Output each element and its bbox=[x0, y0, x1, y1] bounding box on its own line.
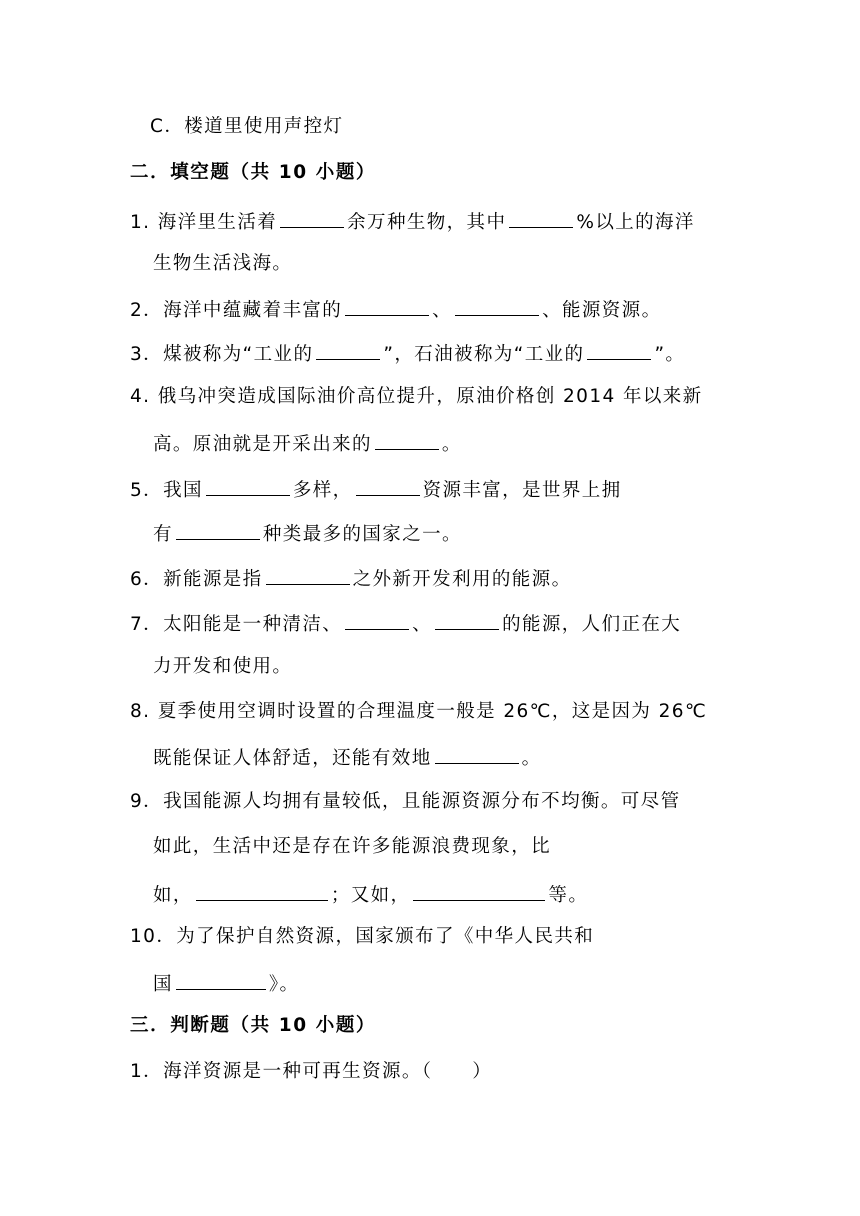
question-10-line-2 bbox=[153, 970, 299, 997]
answer-blank[interactable] bbox=[345, 610, 409, 630]
answer-blank[interactable] bbox=[356, 476, 420, 496]
q1-text-b: 余万种生物，其中 bbox=[347, 212, 507, 233]
q7-text-b: 、 bbox=[412, 614, 433, 635]
q5-text-a: 5．我国 bbox=[130, 480, 203, 501]
q10-text-c: 》。 bbox=[268, 974, 300, 995]
question-9-line-3 bbox=[153, 881, 588, 908]
q5-text-c: 资源丰富，是世界上拥 bbox=[422, 480, 622, 501]
q3-text-c: ”。 bbox=[654, 344, 686, 365]
q1-text-c: %以上的海洋 bbox=[576, 212, 695, 233]
q1-text-d: 生物生活浅海。 bbox=[153, 253, 293, 274]
q3-text-b: ”，石油被称为“工业的 bbox=[383, 344, 585, 365]
q10-text-b: 国 bbox=[153, 974, 173, 995]
q4-text-b: 高。原油就是开采出来的 bbox=[153, 434, 372, 455]
section-heading-text: 三．判断题（共 10 小题） bbox=[130, 1015, 377, 1036]
question-9-line-2 bbox=[153, 835, 551, 859]
q2-text-c: 、能源资源。 bbox=[542, 300, 662, 321]
question-1-line-1 bbox=[130, 208, 695, 235]
q7-text-a: 7．太阳能是一种清洁、 bbox=[130, 614, 343, 635]
q9-text-e: 等。 bbox=[548, 885, 589, 906]
q5-text-e: 种类最多的国家之一。 bbox=[262, 524, 462, 545]
answer-blank[interactable] bbox=[413, 881, 545, 901]
answer-blank[interactable] bbox=[176, 970, 266, 990]
q8-text-c: 。 bbox=[521, 748, 542, 769]
answer-blank[interactable] bbox=[345, 296, 429, 316]
q5-text-d: 有 bbox=[153, 524, 173, 545]
q9-text-a: 9．我国能源人均拥有量较低，且能源资源分布不均衡。可尽管 bbox=[130, 791, 681, 812]
answer-blank[interactable] bbox=[266, 565, 350, 585]
q5-text-b: 多样， bbox=[292, 480, 353, 501]
q9-text-c: 如， bbox=[153, 885, 193, 906]
q10-text-a: 10．为了保护自然资源，国家颁布了《中华人民共和 bbox=[130, 926, 595, 947]
answer-blank[interactable] bbox=[435, 744, 519, 764]
question-4-line-2 bbox=[153, 430, 462, 457]
answer-blank[interactable] bbox=[587, 340, 651, 360]
q9-text-d: ；又如， bbox=[330, 885, 411, 906]
answer-blank[interactable] bbox=[375, 430, 439, 450]
q4-text-c: 。 bbox=[441, 434, 462, 455]
answer-blank[interactable] bbox=[509, 208, 573, 228]
question-10-line-1 bbox=[130, 925, 594, 949]
q2-text-b: 、 bbox=[432, 300, 453, 321]
question-9-line-1 bbox=[130, 790, 680, 814]
option-c-text: C．楼道里使用声控灯 bbox=[150, 116, 344, 137]
question-6 bbox=[130, 565, 571, 592]
question-8-line-1 bbox=[130, 700, 707, 724]
judge-q1-text: 1．海洋资源是一种可再生资源。（ ） bbox=[130, 1061, 493, 1082]
option-c bbox=[150, 115, 343, 139]
question-4-line-1 bbox=[130, 385, 703, 409]
answer-blank[interactable] bbox=[206, 476, 290, 496]
q1-text-a: 1. 海洋里生活着 bbox=[130, 212, 278, 233]
question-8-line-2 bbox=[153, 744, 542, 771]
question-5-line-2 bbox=[153, 520, 462, 547]
section-heading-text: 二．填空题（共 10 小题） bbox=[130, 162, 377, 183]
q4-text-a: 4. 俄乌冲突造成国际油价高位提升，原油价格创 2014 年以来新 bbox=[130, 386, 703, 407]
q8-text-a: 8. 夏季使用空调时设置的合理温度一般是 26℃，这是因为 26℃ bbox=[130, 701, 708, 722]
q3-text-a: 3．煤被称为“工业的 bbox=[130, 344, 314, 365]
q2-text-a: 2．海洋中蕴藏着丰富的 bbox=[130, 300, 343, 321]
question-5-line-1 bbox=[130, 476, 622, 503]
question-7-line-2 bbox=[153, 655, 292, 679]
answer-blank[interactable] bbox=[280, 208, 344, 228]
judge-question-1 bbox=[130, 1060, 492, 1084]
answer-blank[interactable] bbox=[196, 881, 328, 901]
q6-text-b: 之外新开发利用的能源。 bbox=[352, 569, 572, 590]
question-1-line-2 bbox=[153, 252, 292, 276]
answer-blank[interactable] bbox=[176, 520, 260, 540]
question-7-line-1 bbox=[130, 610, 681, 637]
q9-text-b: 如此，生活中还是存在许多能源浪费现象，比 bbox=[153, 836, 552, 857]
answer-blank[interactable] bbox=[435, 610, 499, 630]
question-2 bbox=[130, 296, 661, 323]
section-heading-fill-blank bbox=[130, 161, 376, 185]
section-heading-true-false bbox=[130, 1014, 376, 1038]
question-3 bbox=[130, 340, 685, 367]
q8-text-b: 既能保证人体舒适，还能有效地 bbox=[153, 748, 432, 769]
q7-text-c: 的能源，人们正在大 bbox=[502, 614, 682, 635]
answer-blank[interactable] bbox=[455, 296, 539, 316]
answer-blank[interactable] bbox=[316, 340, 380, 360]
q7-text-d: 力开发和使用。 bbox=[153, 656, 293, 677]
q6-text-a: 6．新能源是指 bbox=[130, 569, 263, 590]
